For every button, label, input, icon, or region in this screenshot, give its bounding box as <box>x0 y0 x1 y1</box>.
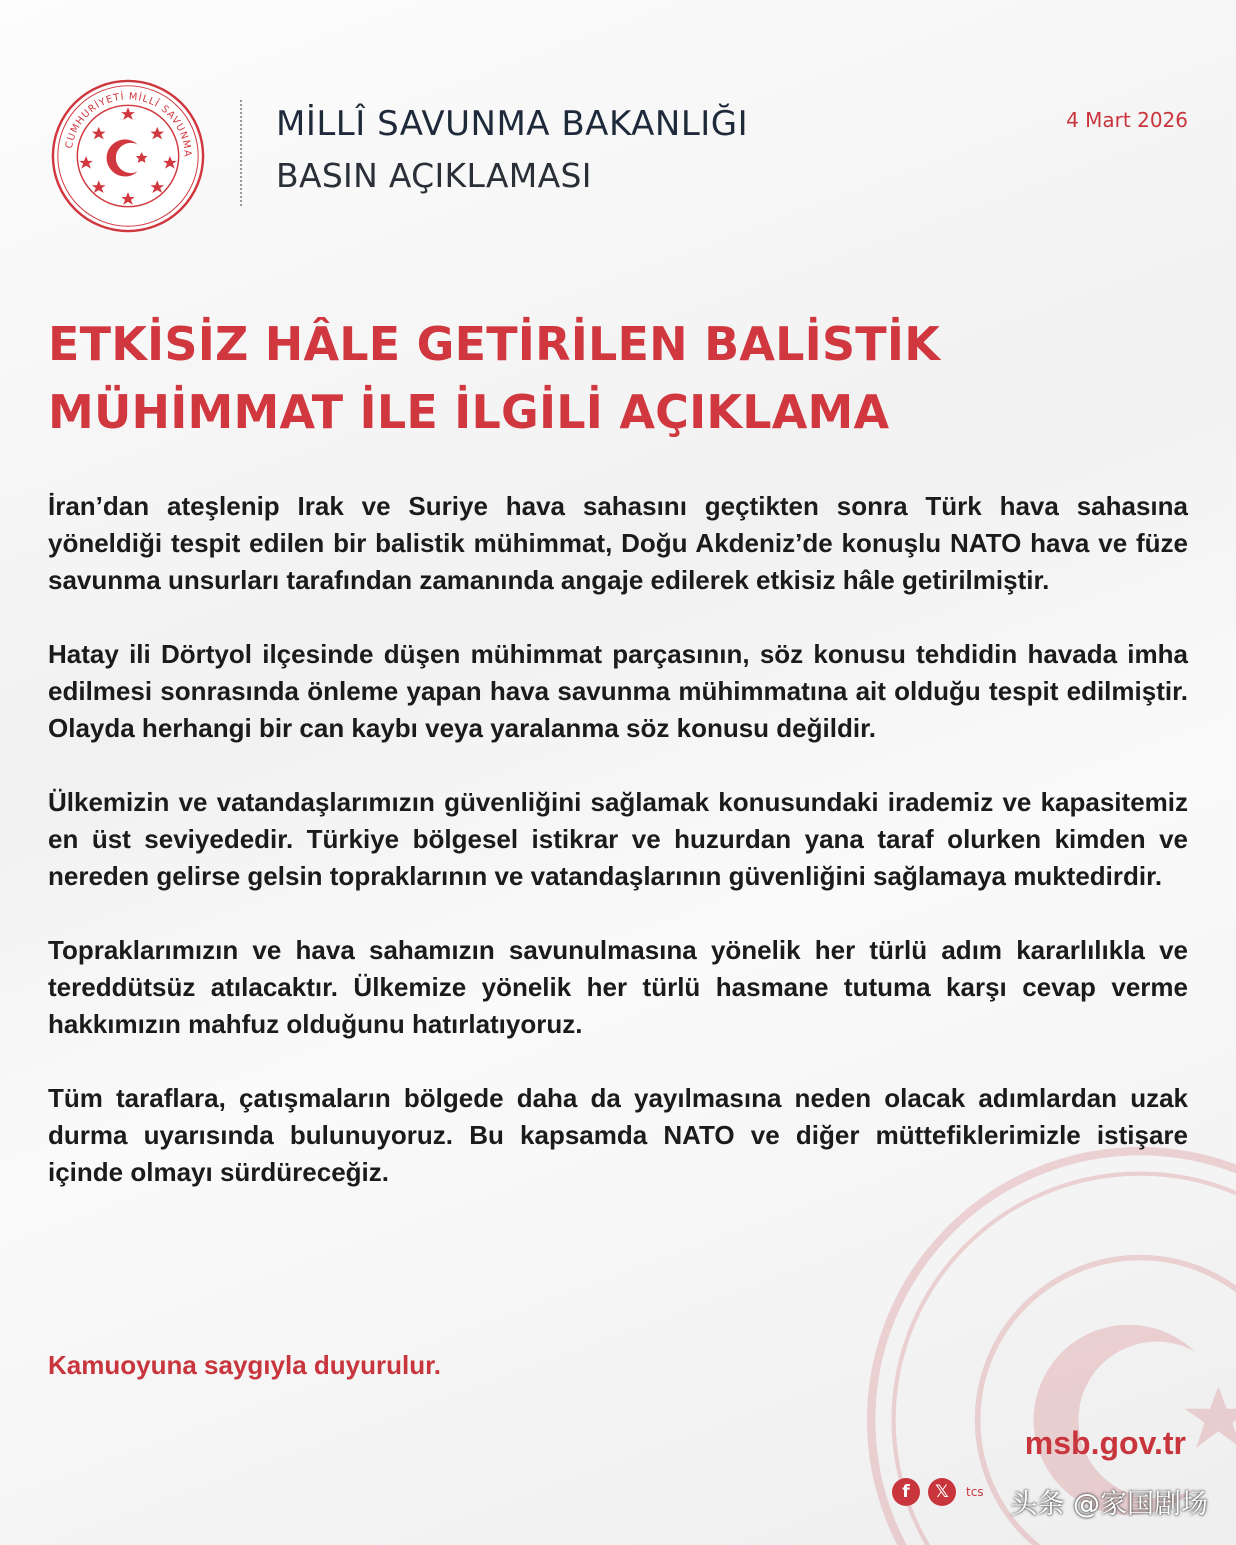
website-link[interactable]: msb.gov.tr <box>1024 1425 1186 1461</box>
headline-line-1: ETKİSİZ HÂLE GETİRİLEN BALİSTİK <box>48 317 941 371</box>
social-handle: tcs <box>966 1485 984 1499</box>
x-icon[interactable]: 𝕏 <box>928 1478 956 1506</box>
paragraph-5: Tüm taraflara, çatışmaların bölgede daha da yayılmasına neden olacak adımlardan uzak durma uyarısında bulunuyoruz. Bu kapsamda NATO ve diğer müttefiklerimizle istişare içinde olmayı sürdüreceğiz. <box>48 1083 1188 1187</box>
document-type: BASIN AÇIKLAMASI <box>276 156 592 195</box>
body-text <box>48 488 1188 1228</box>
svg-text:CUMHURİYETİ MİLLÎ SAVUNMA: CUMHURİYETİ MİLLÎ SAVUNMA <box>63 91 193 158</box>
release-date: 4 Mart 2026 <box>1066 108 1188 132</box>
paragraph-1: İran’dan ateşlenip Irak ve Suriye hava sahasını geçtikten sonra Türk hava sahasına yöneldiği tespit edilen bir balistik mühimmat, Doğu Akdeniz’de konuşlu NATO hava ve füze savunma unsurları tarafından zamanında angaje edilerek etkisiz hâle getirilmiştir. <box>48 491 1188 595</box>
ministry-seal-icon <box>50 78 206 234</box>
organization-title: MİLLÎ SAVUNMA BAKANLIĞI <box>276 104 749 144</box>
paragraph-2: Hatay ili Dörtyol ilçesinde düşen mühimmat parçasının, söz konusu tehdidin havada imha edilmesi sonrasında önleme yapan hava savunma mühimmatına ait olduğu tespit edilmiştir. Olayda herhangi bir can kaybı veya yaralanma söz konusu değildir. <box>48 639 1188 743</box>
platform-watermark: 头条 @家国剧场 <box>1010 1489 1208 1520</box>
social-links <box>892 1478 984 1506</box>
facebook-icon[interactable]: f <box>892 1478 920 1506</box>
paragraph-3: Ülkemizin ve vatandaşlarımızın güvenliğini sağlamak konusundaki irademiz ve kapasitemiz en üst seviyededir. Türkiye bölgesel istikrar ve huzurdan yana taraf olurken kimden ve nereden gelirse gelsin topraklarının ve vatandaşlarının güvenliğini sağlamaya muktedirdir. <box>48 787 1188 891</box>
headline <box>48 310 1188 446</box>
headline-line-2: MÜHİMMAT İLE İLGİLİ AÇIKLAMA <box>48 385 890 439</box>
closing-line: Kamuoyuna saygıyla duyurulur. <box>48 1350 441 1380</box>
paragraph-4: Topraklarımızın ve hava sahamızın savunulmasına yönelik her türlü adım kararlılıkla ve tereddütsüz atılacaktır. Ülkemize yönelik her türlü hasmane tutuma karşı cevap verme hakkımızın mahfuz olduğunu hatırlatıyoruz. <box>48 935 1188 1039</box>
header-divider <box>240 100 242 206</box>
